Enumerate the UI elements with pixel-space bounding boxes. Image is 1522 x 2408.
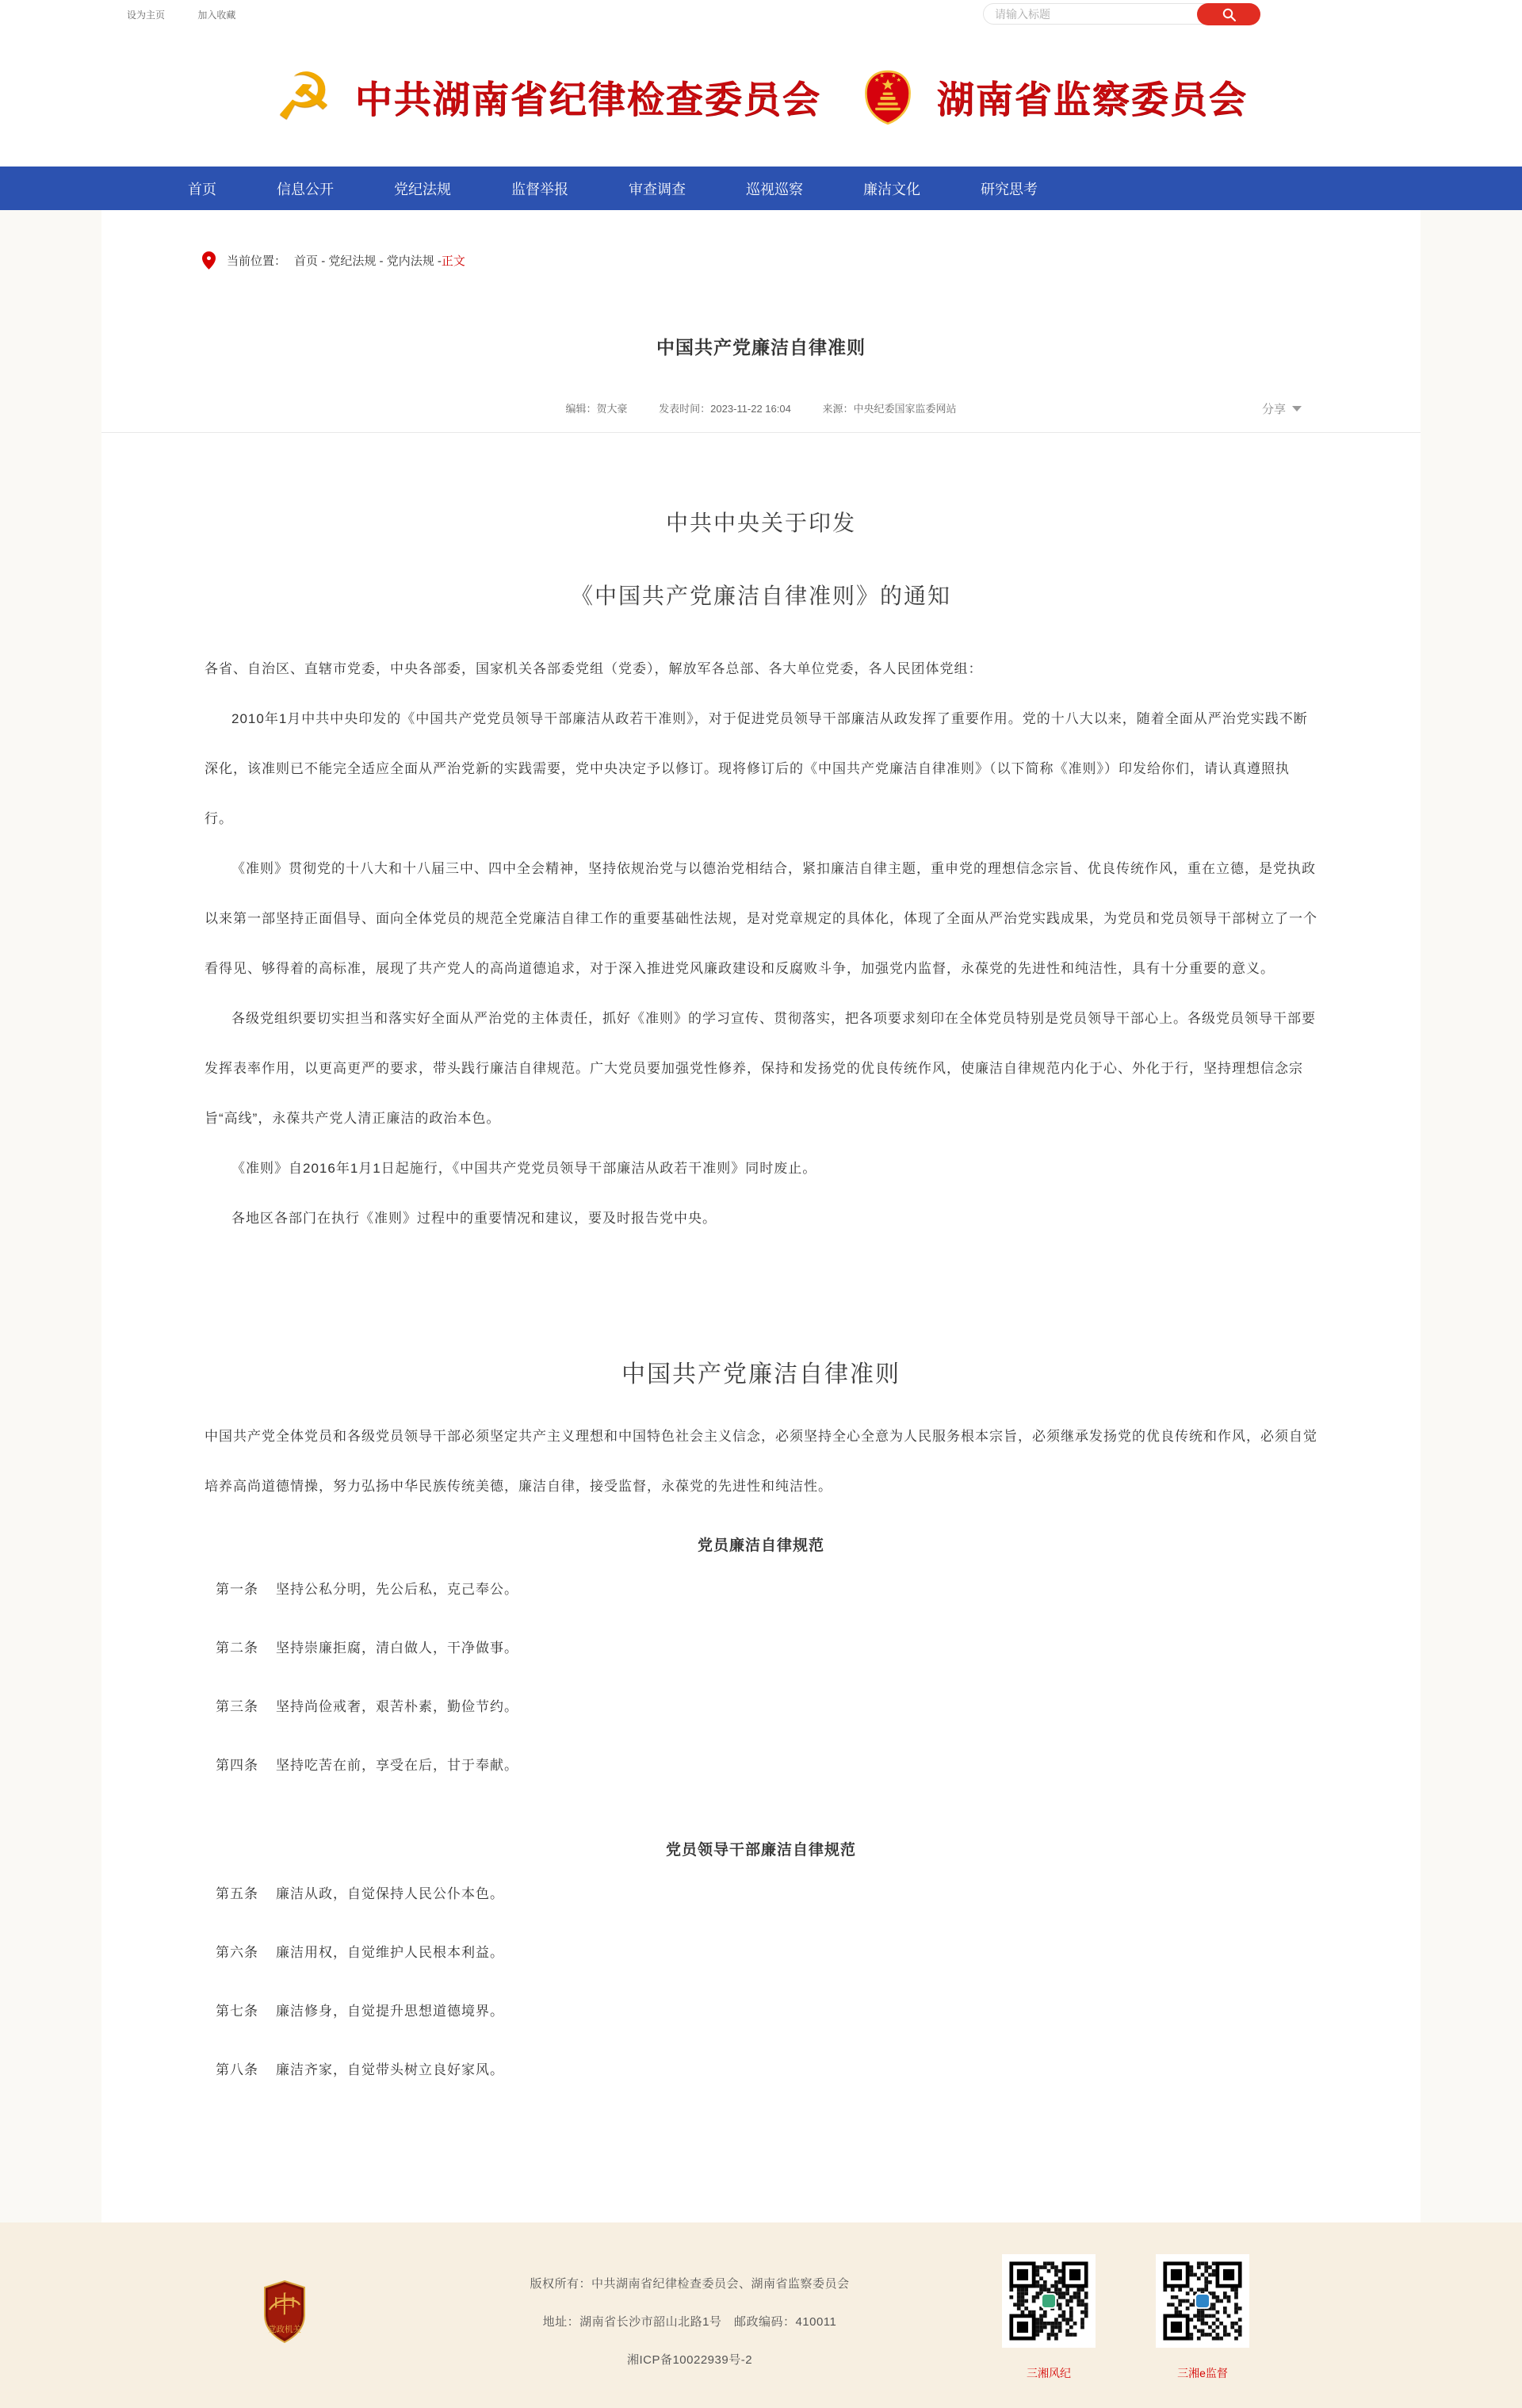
rule-item: 第八条 廉洁齐家，自觉带头树立良好家风。 (216, 2062, 504, 2077)
footer-icp: 湘ICP备10022939号-2 (626, 2353, 753, 2367)
article-body (101, 506, 1421, 2095)
qr-code-sanxiang-fengji (1002, 2254, 1096, 2348)
article-card (101, 210, 1421, 2222)
notice-heading-line2: 《中国共产党廉洁自律准则》的通知 (570, 584, 951, 608)
location-pin-icon (202, 251, 216, 270)
article-paragraph: 各省、自治区、直辖市党委，中央各部委，国家机关各部委党组（党委），解放军各总部、各大单位党委，各人民团体党组： (205, 661, 983, 676)
qr-code-sanxiang-ejiandu (1156, 2254, 1249, 2348)
meta-editor-label: 编辑： (565, 403, 597, 415)
nav-item[interactable]: 监督举报 (511, 181, 568, 197)
meta-source: 中央纪委国家监委网站 (853, 403, 957, 415)
article-paragraph: 各地区各部门在执行《准则》过程中的重要情况和建议，要及时报告党中央。 (231, 1211, 717, 1226)
content-background (0, 210, 1522, 2222)
svg-text:中: 中 (273, 2291, 296, 2319)
article-paragraph: 2010年1月中共中央印发的《中国共产党党员领导干部廉洁从政若干准则》，对于促进党员领导干部廉洁从政发挥了重要作用。党的十八大以来，随着全面从严治党实践不断深化，该准则已不能完全适应全面从严治党新的实践需要，党中央决定予以修订。现将修订后的《中国共产党廉洁自律准则》（以下简称《准则》）印发给你们，请认真遵照执行。 (205, 711, 1308, 826)
topbar (0, 0, 1522, 28)
article-meta (101, 400, 1421, 416)
nav-item[interactable]: 廉洁文化 (863, 181, 920, 197)
caret-down-icon (1292, 406, 1302, 412)
rule-item: 第六条 廉洁用权，自觉维护人民根本利益。 (216, 1945, 504, 1960)
section-intro-paragraph: 中国共产党全体党员和各级党员领导干部必须坚定共产主义理想和中国特色社会主义信念，必须坚持全心全意为人民服务根本宗旨，必须继承发扬党的优良传统和作风，必须自觉培养高尚道德情操，努力弘扬中华民族传统美德，廉洁自律，接受监督，永葆党的先进性和纯洁性。 (205, 1429, 1317, 1494)
rules-group2-heading: 党员领导干部廉洁自律规范 (665, 1842, 856, 1859)
nav-item[interactable]: 巡视巡察 (746, 181, 803, 197)
set-home-link[interactable]: 设为主页 (127, 10, 166, 21)
footer-copyright: 版权所有：中共湖南省纪律检查委员会、湖南省监察委员会 (530, 2277, 850, 2291)
national-emblem-icon (862, 70, 913, 125)
nav-item[interactable]: 审查调查 (629, 181, 686, 197)
meta-editor: 贺大豪 (596, 403, 628, 415)
gov-badge-label: 党政机关 (268, 2325, 301, 2334)
search-icon (1222, 7, 1237, 22)
meta-time: 2023-11-22 16:04 (710, 403, 791, 415)
rule-item: 第四条 坚持吃苦在前，享受在后，甘于奉献。 (216, 1758, 518, 1773)
breadcrumb-link[interactable]: 党纪法规 - (328, 255, 386, 268)
gov-badge-icon[interactable] (262, 2280, 308, 2349)
rules-group1-heading: 党员廉洁自律规范 (697, 1537, 824, 1554)
footer-text (373, 2275, 1007, 2389)
nav-item[interactable]: 党纪法规 (394, 181, 451, 197)
notice-heading-line1: 中共中央关于印发 (665, 511, 856, 535)
meta-time-label: 发表时间： (659, 403, 711, 415)
search-bar (983, 3, 1260, 25)
article-paragraph: 《准则》贯彻党的十八大和十八届三中、四中全会精神，坚持依规治党与以德治党相结合，紧扣廉洁自律主题，重申党的理想信念宗旨、优良传统作风，重在立德，是党执政以来第一部坚持正面倡导、面向全体党员的规范全党廉洁自律工作的重要基础性法规，是对党章规定的具体化，体现了全面从严治党实践成果，为党员和党员领导干部树立了一个看得见、够得着的高标准，展现了共产党人的高尚道德追求，对于深入推进党风廉政建设和反腐败斗争，加强党内监督，永葆党的先进性和纯洁性，具有十分重要的意义。 (205, 861, 1317, 976)
qr-caption-sanxiang-fengji[interactable]: 三湘风纪 (1027, 2367, 1071, 2379)
meta-source-label: 来源： (822, 403, 854, 415)
article-paragraph: 各级党组织要切实担当和落实好全面从严治党的主体责任，抓好《准则》的学习宣传、贯彻落实，把各项要求刻印在全体党员特别是党员领导干部心上。各级党员领导干部要发挥表率作用，以更高更严的要求，带头践行廉洁自律规范。广大党员要加强党性修养，保持和发扬党的优良传统作风，使廉洁自律规范内化于心、外化于行，坚持理想信念宗旨“高线”，永葆共产党人清正廉洁的政治本色。 (205, 1011, 1316, 1126)
breadcrumb (101, 210, 1421, 270)
org-title-discipline-commission[interactable]: 中共湖南省纪律检查委员会 (354, 80, 821, 121)
rule-item: 第二条 坚持崇廉拒腐，清白做人，干净做事。 (216, 1640, 518, 1656)
rule-item: 第三条 坚持尚俭戒奢，艰苦朴素，勤俭节约。 (216, 1699, 518, 1714)
breadcrumb-current: 正文 (441, 255, 465, 268)
breadcrumb-link[interactable]: 首页 - (294, 255, 328, 268)
nav-item[interactable]: 首页 (188, 181, 216, 197)
article-title: 中国共产党廉洁自律准则 (656, 337, 866, 358)
site-footer (0, 2222, 1522, 2408)
rule-item: 第七条 廉洁修身，自觉提升思想道德境界。 (216, 2004, 504, 2019)
org-title-supervisory-commission[interactable]: 湖南省监察委员会 (936, 80, 1248, 121)
qr-caption-sanxiang-ejiandu[interactable]: 三湘e监督 (1177, 2367, 1228, 2379)
party-emblem-icon: ☭ (274, 59, 333, 135)
add-favorite-link[interactable]: 加入收藏 (197, 10, 236, 21)
rule-item: 第一条 坚持公私分明，先公后私，克己奉公。 (216, 1582, 518, 1597)
article-paragraph: 《准则》自2016年1月1日起施行，《中国共产党党员领导干部廉洁从政若干准则》同时废止。 (231, 1161, 817, 1176)
section-heading: 中国共产党廉洁自律准则 (621, 1361, 901, 1388)
footer-address: 地址：湖南省长沙市韶山北路1号 邮政编码：410011 (542, 2315, 837, 2329)
nav-item[interactable]: 信息公开 (277, 181, 334, 197)
main-nav (0, 167, 1522, 210)
search-button[interactable] (1197, 3, 1260, 25)
breadcrumb-label: 当前位置： (227, 255, 287, 268)
share-button[interactable]: 分享 (1262, 400, 1302, 417)
meta-divider (101, 432, 1421, 433)
nav-item[interactable]: 研究思考 (981, 181, 1038, 197)
site-header (0, 28, 1522, 167)
breadcrumb-link[interactable]: 党内法规 - (387, 255, 442, 268)
rule-item: 第五条 廉洁从政，自觉保持人民公仆本色。 (216, 1886, 504, 1901)
